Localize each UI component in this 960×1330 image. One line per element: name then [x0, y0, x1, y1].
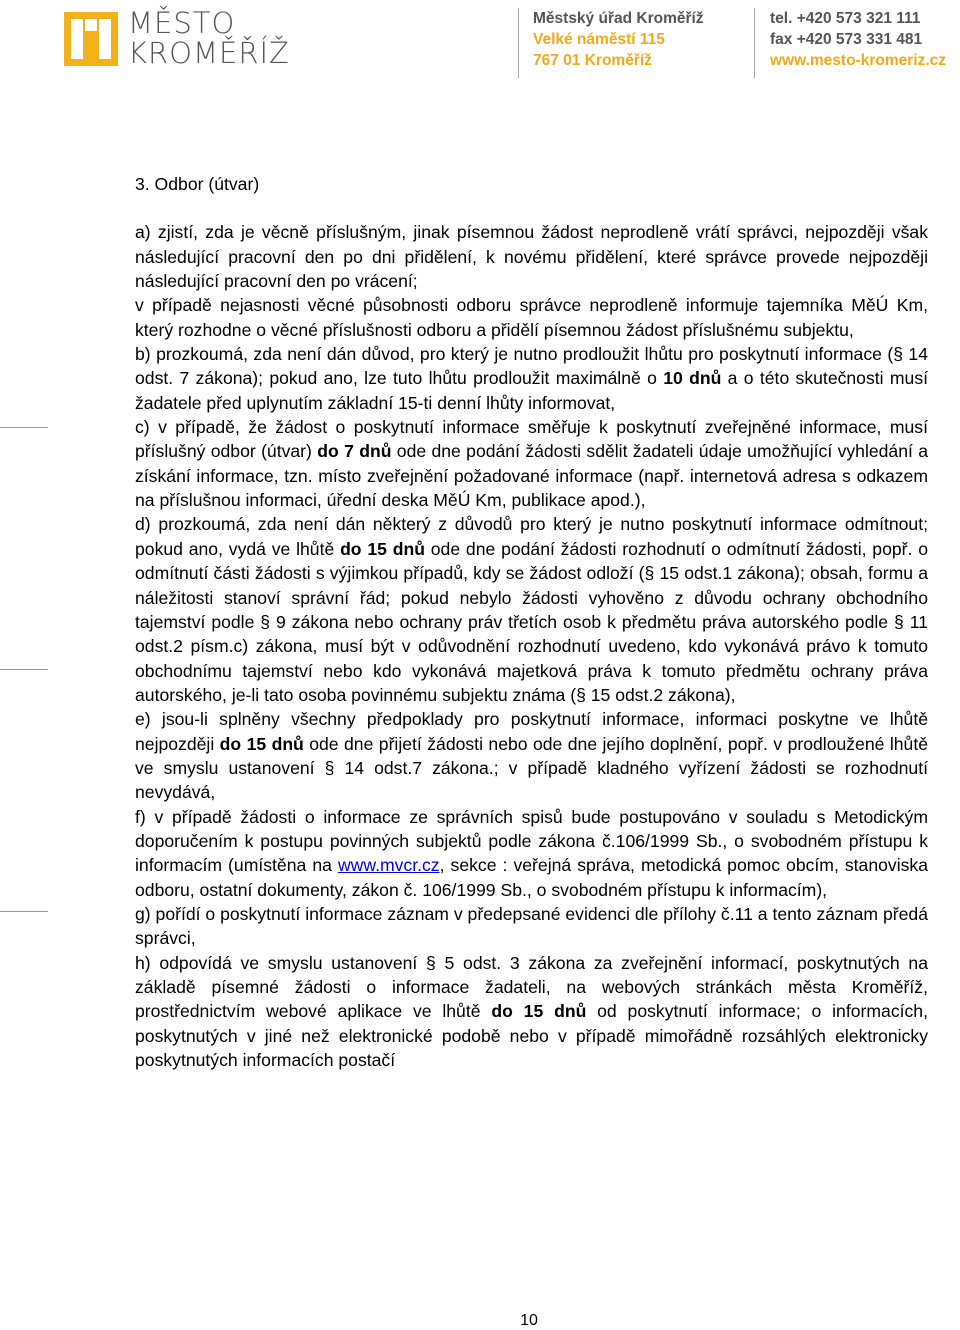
deadline-emphasis: do 15 dnů — [491, 1001, 587, 1022]
office-contact — [770, 8, 946, 71]
section-heading: 3. Odbor (útvar) — [135, 174, 260, 194]
document-body — [135, 172, 928, 1072]
paragraph-a: a) zjistí, zda je věcně příslušným, jinak písemnou žádost neprodleně vrátí správci, nejpozději však následující pracovní den po dni přidělení, k novému přidělení, které správce provede nejpozději následující pracovní den po vrácení; — [135, 222, 928, 292]
paragraph-f — [135, 805, 928, 902]
paragraph-d — [135, 512, 928, 707]
office-city: 767 01 Kroměříž — [533, 52, 652, 69]
office-street: Velké náměstí 115 — [533, 31, 665, 48]
deadline-emphasis: do 7 dnů — [317, 441, 392, 462]
paragraph-b — [135, 342, 928, 415]
paragraph-h-text: h) odpovídá ve smyslu ustanovení § 5 odst. 3 zákona za zveřejnění informací, poskytnutých na základě písemné žádosti o informace žadateli, na webových stránkách města Kroměříž, prostřednictvím webové aplikace ve lhůtě — [135, 952, 928, 1022]
deadline-emphasis: do 15 dnů — [219, 733, 304, 754]
margin-mark — [0, 669, 48, 670]
paragraph-h — [135, 951, 928, 1073]
office-address — [533, 8, 704, 71]
phone: tel. +420 573 321 111 — [770, 10, 921, 27]
paragraph-e-text: e) jsou-li splněny všechny předpoklady pro poskytnutí informace, informaci poskytne ve lhůtě nejpozději — [135, 709, 928, 754]
header-divider — [518, 8, 519, 78]
logo-line-1: MĚSTO — [128, 6, 236, 40]
paragraph-c — [135, 415, 928, 512]
paragraph-d-text: d) prozkoumá, zda není dán některý z důvodů pro který je nutno poskytnutí informace odmítnout; pokud ano, vydá ve lhůtě — [135, 514, 928, 559]
page-number: 10 — [520, 1312, 538, 1329]
fax: fax +420 573 331 481 — [770, 31, 923, 48]
margin-mark — [0, 911, 48, 912]
deadline-emphasis: 10 dnů — [663, 368, 722, 389]
header-divider — [754, 8, 755, 78]
paragraph-b-text: b) prozkoumá, zda není dán důvod, pro který je nutno prodloužit lhůtu pro poskytnutí informace (§ 14 odst. 7 zákona); pokud ano, lze tuto lhůtu prodloužit maximálně o — [135, 344, 928, 389]
website[interactable]: www.mesto-kromeriz.cz — [770, 52, 947, 69]
logo-line-2: KROMĚŘÍŽ — [128, 36, 290, 70]
paragraph-c-text: c) v případě, že žádost o poskytnutí informace směřuje k poskytnutí zveřejněné informace, musí příslušný odbor (útvar) — [135, 417, 928, 462]
paragraph-f-text: , sekce : veřejná správa, metodická pomoc obcím, stanoviska odboru, ostatní dokumenty, zákon č. 106/1999 Sb., o svobodném přístupu k informacím), — [135, 855, 928, 900]
office-name: Městský úřad Kroměříž — [533, 10, 704, 27]
paragraph-d-text: ode dne podání žádosti rozhodnutí o odmítnutí žádosti, popř. o odmítnutí části žádosti s výjimkou případů, kdy se žádost odloží (§ 15 odst.1 zákona); obsah, formu a náležitosti stanoví správní řád; pokud nebylo žádosti vyhověno z důvodu ochrany obchodního tajemství podle § 9 zákona nebo ochrany práv třetích osob k předmětu práva autorského podle § 11 odst.2 písm.c) zákona, musí být v odůvodnění rozhodnutí uvedeno, kdo vykonává právo k tomuto obchodnímu tajemství nebo kdo vykonává majetková práva k tomuto předmětu ochrany práva autorského, je-li tato osoba povinnému subjektu známa (§ 15 odst.2 zákona), — [135, 538, 928, 705]
paragraph-b-text: a o této skutečnosti musí žadatele před uplynutím základní 15-ti denní lhůty informovat, — [135, 368, 929, 413]
city-logo-icon — [64, 12, 118, 66]
margin-mark — [0, 427, 48, 428]
mvcr-link[interactable]: www.mvcr.cz — [337, 855, 440, 876]
city-logo-text — [128, 8, 290, 68]
paragraph-f-text: f) v případě žádosti o informace ze správních spisů bude postupováno v souladu s Metodickým doporučením k postupu povinných subjektů podle zákona č.106/1999 Sb., o svobodném přístupu k informacím (umístěna na — [135, 806, 928, 876]
paragraph-g: g) pořídí o poskytnutí informace záznam v předepsané evidenci dle přílohy č.11 a tento záznam předá správci, — [135, 903, 928, 949]
paragraph-a-cont: v případě nejasnosti věcné působnosti odboru správce neprodleně informuje tajemníka MěÚ Km, který rozhodne o věcné příslušnosti odboru a přidělí písemnou žádost příslušnému subjektu, — [135, 295, 928, 340]
paragraph-e-text: ode dne přijetí žádosti nebo ode dne jejího doplnění, popř. v prodloužené lhůtě ve smyslu ustanovení § 14 odst.7 zákona.; v případě kladného vyřízení žádosti se rozhodnutí nevydává, — [135, 733, 928, 803]
letterhead — [0, 0, 960, 90]
paragraph-e — [135, 707, 928, 804]
deadline-emphasis: do 15 dnů — [340, 538, 425, 559]
paragraph-h-text: od poskytnutí informace; o informacích, poskytnutých v jiné než elektronické podobě nebo v případě mimořádně rozsáhlých elektronicky poskytnutých informacích postačí — [135, 1001, 928, 1071]
paragraph-c-text: ode dne podání žádosti sdělit žadateli údaje umožňující vyhledání a získání informace, tzn. místo zveřejnění požadované informace (např. internetová adresa s odkazem na příslušnou informaci, úřední deska MěÚ Km, publikace apod.), — [135, 441, 929, 511]
